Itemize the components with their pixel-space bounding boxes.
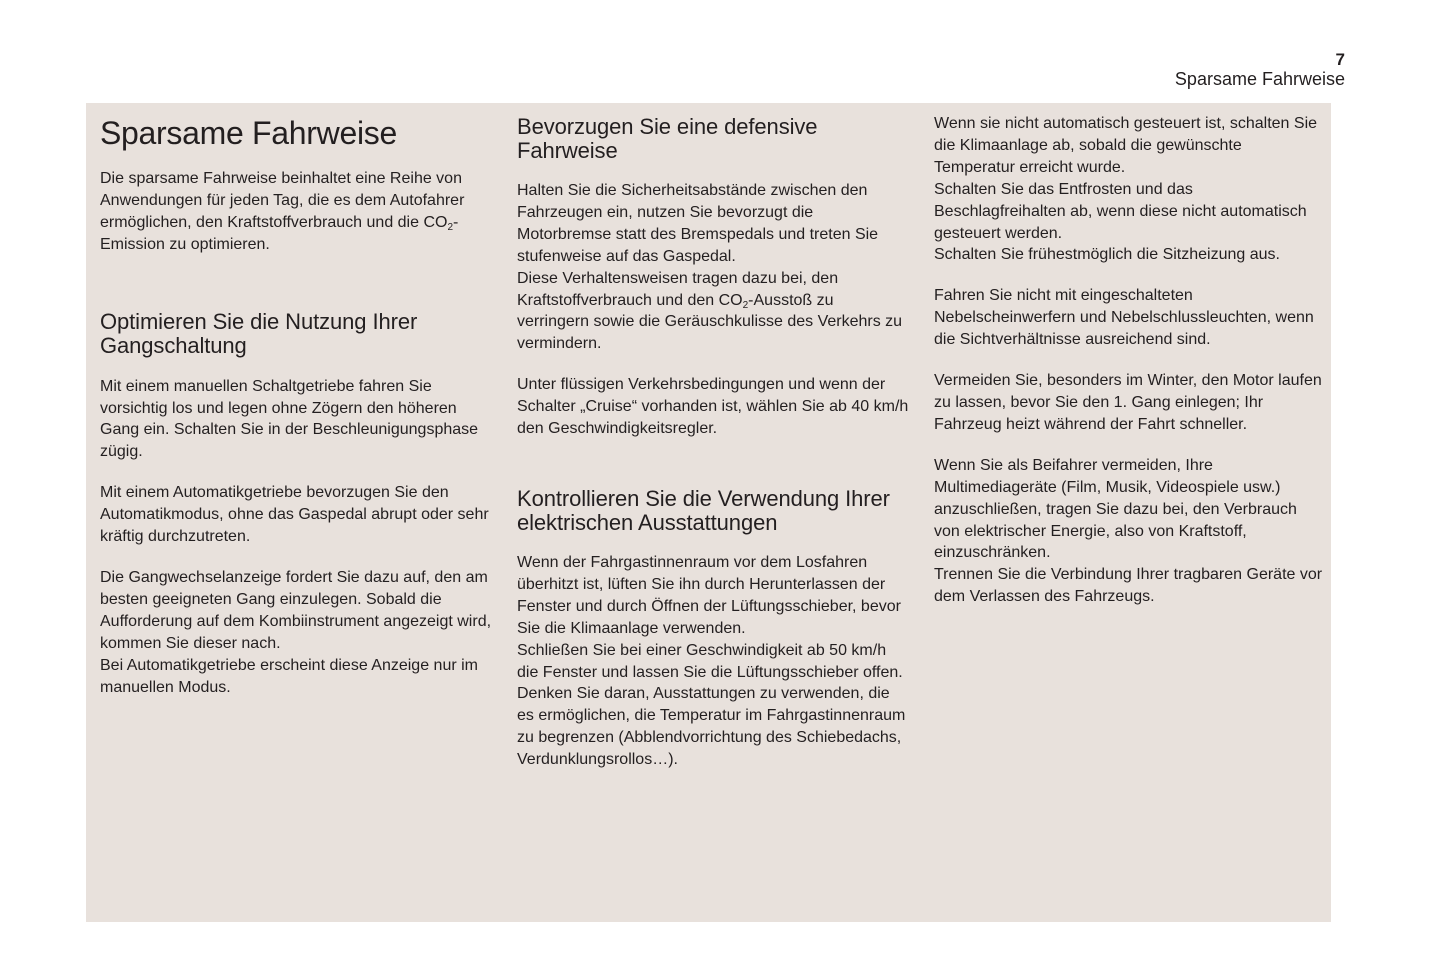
section-heading-defensive-driving: Bevorzugen Sie eine defensive Fahrweise (517, 114, 818, 163)
co2-subscript: 2 (447, 221, 454, 233)
paragraph-multimedia: Wenn Sie als Beifahrer vermeiden, Ihre Multimediageräte (Film, Musik, Videospiele usw.) anzuschließen, tragen Sie dazu bei, den Verbrauch von elektrischer Energie, also von Kraftstoff, einzuschränken. (934, 456, 1297, 562)
paragraph-manual-gearbox: Mit einem manuellen Schaltgetriebe fahren Sie vorsichtig los und legen ohne Zögern den höheren Gang ein. Schalten Sie in der Beschleunigungsphase zügig. (100, 377, 479, 461)
paragraph-defrost: Schalten Sie das Entfrosten und das Beschlagfreihalten ab, wenn diese nicht automatisch gesteuert werden. (934, 180, 1307, 242)
paragraph-gear-indicator-automatic: Bei Automatikgetriebe erscheint diese Anzeige nur im manuellen Modus. (100, 656, 478, 696)
paragraph-automatic-gearbox: Mit einem Automatikgetriebe bevorzugen Sie den Automatikmodus, ohne das Gaspedal abrupt oder sehr kräftig durchzutreten. (100, 484, 489, 546)
paragraph-ventilation: Wenn der Fahrgastinnenraum vor dem Losfahren überhitzt ist, lüften Sie ihn durch Herunterlassen der Fenster und durch Öffnen der Lüftungsschieber, bevor Sie die Klimaanlage verwenden. (517, 553, 901, 637)
paragraph-safety-distance: Halten Sie die Sicherheitsabstände zwischen den Fahrzeugen ein, nutzen Sie bevorzugt die Motorbremse statt des Bremspedals und treten Sie stufenweise auf das Gaspedal. (517, 182, 879, 265)
page-title: Sparsame Fahrweise (100, 115, 397, 151)
paragraph-air-conditioning: Wenn sie nicht automatisch gesteuert ist, schalten Sie die Klimaanlage ab, sobald die gewünschte Temperatur erreicht wurde. (934, 115, 1318, 176)
column-2 (517, 103, 909, 771)
section-heading-electrical-equipment: Kontrollieren Sie die Verwendung Ihrer elektrischen Ausstattungen (517, 485, 890, 535)
column-1 (100, 103, 492, 698)
paragraph-temperature-limit: Denken Sie daran, Ausstattungen zu verwenden, die es ermöglichen, die Temperatur im Fahrgastinnenraum zu begrenzen (Abblendvorrichtung des Schiebedachs, Verdunklungsrollos…). (517, 685, 906, 769)
paragraph-co2-reduction: Diese Verhaltensweisen tragen dazu bei, den Kraftstoffverbrauch und den $CO_2$-Ausstoß zu verringern sowie die Geräuschkulisse des Verkehrs zu vermindern. (517, 269, 903, 353)
paragraph-cruise-control: Unter flüssigen Verkehrsbedingungen und wenn der Schalter „Cruise“ vorhanden ist, wählen Sie ab 40 km/h den Geschwindigkeitsregler. (517, 376, 909, 438)
running-header-title: Sparsame Fahrweise (1174, 69, 1345, 89)
column-3 (934, 103, 1326, 608)
paragraph-windows-speed: Schließen Sie bei einer Geschwindigkeit ab 50 km/h die Fenster und lassen Sie die Lüftungsschieber offen. (517, 641, 903, 681)
content-panel (86, 103, 1331, 922)
section-heading-gangschaltung: Optimieren Sie die Nutzung Ihrer Gangschaltung (100, 308, 418, 358)
co2-subscript: 2 (742, 299, 749, 311)
paragraph-engine-idle: Vermeiden Sie, besonders im Winter, den Motor laufen zu lassen, bevor Sie den 1. Gang einlegen; Ihr Fahrzeug heizt während der Fahrt schneller. (934, 372, 1322, 433)
intro-paragraph: Die sparsame Fahrweise beinhaltet eine Reihe von Anwendungen für jeden Tag, die es dem Autofahrer ermöglichen, den Kraftstoffverbrauch und die $CO_2$-Emission zu optimieren. (100, 170, 465, 253)
paragraph-portable-devices: Trennen Sie die Verbindung Ihrer tragbaren Geräte vor dem Verlassen des Fahrzeugs. (934, 566, 1323, 606)
paragraph-seat-heating: Schalten Sie frühestmöglich die Sitzheizung aus. (934, 246, 1280, 264)
paragraph-fog-lights: Fahren Sie nicht mit eingeschalteten Nebelscheinwerfern und Nebelschlussleuchten, wenn die Sichtverhältnisse ausreichend sind. (934, 287, 1314, 349)
page-number: 7 (1335, 50, 1345, 69)
paragraph-gear-indicator: Die Gangwechselanzeige fordert Sie dazu auf, den am besten geeigneten Gang einzulegen. Sobald die Aufforderung auf dem Kombiinstrument angezeigt wird, kommen Sie dieser nach. (100, 568, 492, 652)
